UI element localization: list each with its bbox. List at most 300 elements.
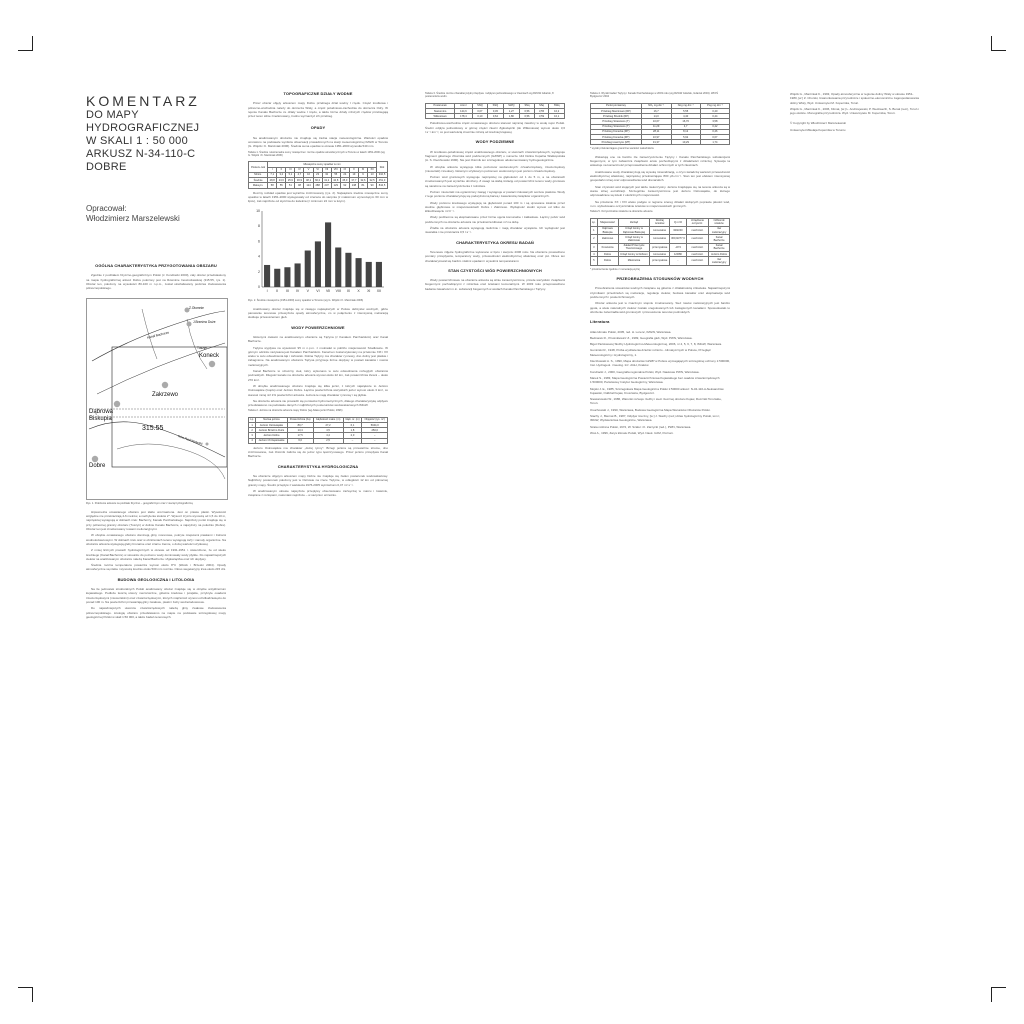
literature-item: Gumiński R., 1948, Próba wydzielenia dzielnic rolniczo - klimatycznych w Polsce, Przegląd Meteorologiczny i Hydrologiczny, 1. xyxy=(590,348,711,357)
column-5 xyxy=(790,92,920,134)
table-cell: Urząd Gminy w Dobrem xyxy=(618,252,650,257)
chart-bar xyxy=(325,223,331,288)
y-tick-label: 8 xyxy=(258,224,260,229)
table-cell: 320/240 xyxy=(670,226,687,234)
literature-item: Bigot Państwowej Służby Hydrologiczno-Meteorologicznej, 2006, nr 4, 5, 6, 7, 8, IMGW, Warszawa. xyxy=(590,342,722,347)
table-header-cell: Głębokość maks. (m) xyxy=(313,417,343,422)
y-tick-label: 10 xyxy=(256,209,260,214)
paragraph: Poziom wód gruntowych występuje najczęściej na głębokości od 1 do 5 m, a na obszarach zmeliorowanych jest wyraźnie obniżony. Z uwagi na słabą izolację od powierzchni terenu wody gruntowe są narażone na zanieczyszczenia z rolnictwa. xyxy=(425,175,565,188)
table-cell: 44,8 xyxy=(331,178,340,183)
table-cell: mech-biol. xyxy=(686,226,708,234)
literature-item: Mojski J. E., 1985, Szczegółowa Mapa Geologiczna Polski 1:50000 arkusz: N-34-110-A Aleksandrów Kujawski, Oddział Kujaw, Kruszwica, Bydgoszcz. xyxy=(590,386,724,395)
section-heading: TOPOGRAFICZNE DZIAŁY WODNE xyxy=(283,91,353,96)
section-heading: OPADY xyxy=(310,125,326,131)
map-label-zotowe: Z.Otomnie xyxy=(189,306,204,311)
table-caption: Tabela 3. Średnie roczne charakterystyki przepływu i odpływu jednostkowego w zlewniach wg RZGW Gdańsk, 8 posterunków wodn. xyxy=(425,92,554,99)
section-heading: PRZEOBRAŻENIA STOSUNKÓW WODNYCH xyxy=(616,276,704,282)
table-cell: 4,40 xyxy=(671,114,700,119)
table-header-cell: I xyxy=(268,167,277,172)
table-cell: 0,40 xyxy=(700,109,729,114)
author-label: Opracował: xyxy=(86,204,127,213)
table-cell: 451,3 xyxy=(377,178,388,183)
x-tick-label: XII xyxy=(376,289,382,294)
section-heading: CHARAKTERYSTYKA OKRESU BADAŃ xyxy=(456,239,534,245)
table-cell: 0,56 xyxy=(520,114,535,119)
table-cell: 23,6 xyxy=(277,178,286,183)
x-tick-label: IV xyxy=(295,289,300,294)
table-header-cell: Posteru-nek xyxy=(249,162,268,172)
table-cell: komunalne xyxy=(650,252,670,257)
table-cell: 10,67 xyxy=(641,119,671,124)
table-cell: 10,2 xyxy=(549,109,565,114)
subtitle-line-2: W SKALI 1 : 50 000 xyxy=(86,135,189,147)
table-cell: 4 xyxy=(249,438,256,443)
table-cell: 32,6 xyxy=(358,178,367,183)
table-cell: 45,0 xyxy=(340,178,349,183)
paragraph: W obrębie omawianego obszaru dominują gliny morenowe, pokryte miejscami piaskami i żwirami wodnolodowcowymi. W dolinach rzek oraz w obniżeniach terenu występują torfy i namuły organiczne. Na obszarze arkusza występują gleby brunatne oraz czarne ziemie, o dużej wartości użytkowej. xyxy=(86,533,226,546)
table-cell: 288 xyxy=(313,183,322,188)
chart-bar xyxy=(274,269,280,287)
paragraph: Na przełomie XX i XXI wieku podjęto w regionie szereg działań służących poprawie jakości wód, m.in. wybudowano oczyszczalnie ścieków w miejscowościach gminnych. xyxy=(590,199,730,208)
table-header-cell: Odbiornik ścieków xyxy=(709,218,730,226)
table-cell: 0,45 xyxy=(488,109,503,114)
paragraph: Z mniej licznych pracach hydrologicznych w okresie od 1931-1951 r. stwierdzono, że od wieku średniego (Kanał Bachorze) w stosunku do poziomu wody dominowały wody płytkie. Do najważniejszych cieków na analizowanym obszarze należą Kanał Bachorze i Zgłowiączka oraz ich dopływy. xyxy=(86,548,226,561)
crop-mark-top-right xyxy=(991,36,1006,51)
table-cell: 10,97 xyxy=(641,135,671,140)
paragraph: Analizowany obszar znajduje się w zasięgu największych w Polsce deficytów wodnych, gdzie parowanie terenowe przewyższa opady atmosferyczne, co w połączeniu z intensywną melioracją skutkuje przesuszeniem gleb. xyxy=(248,306,388,320)
table-cell: rów melioracyjny xyxy=(709,226,730,234)
table-cell: 10,1 xyxy=(549,114,565,119)
table-cell: Kanał Bachorze xyxy=(709,235,730,243)
column-1 xyxy=(86,92,226,621)
section-heading: WODY PODZIEMNE xyxy=(475,139,515,145)
table-cell: 16 xyxy=(304,172,313,177)
paragraph: Stan czystości wód stojących jest także niekorzystny. Jeziora znajdujące się na terenie arkusza są w stanie silnej eutrofizacji. Szczególnie zanieczyszczone jest Jezioro Ostrowąskie, do którego odprowadzane są ścieki z okolicznych miejscowości. xyxy=(590,184,730,198)
table-cell: 6,0 xyxy=(287,438,313,443)
crop-mark-bottom-right xyxy=(991,987,1006,1002)
paragraph: Tążyna wypływa na wysokości 95 m n.p.m. z mokradeł w pobliżu miejscowości Szadłowice. W górnym odcinku nazywana jest Kanałem Parchańskim. Kanał ten został wykonany na przełomie XIX i XX wieku w celu odwodnienia łąk i torfowisk. Dolina Tążyny ma charakter rynnowy, dno doliny jest płaskie i zabagnione. Na analizowanym obszarze Tążyna przyjmuje liczne dopływy w postaci kanałów i rowów melioracyjnych. xyxy=(248,345,388,367)
paragraph: W środkowo-południowej części analizowanego obszaru, w utworach czwartorzędowych, występuje fragment głównego zbiornika wód podziemnych (GZWP) o numerze 144 Dolina Kopalna Wielkopolska (A. S. Kleczkowski 1990). Nie jest zbiornik ten szczegółowo udokumentowany hydrogeologicznie. xyxy=(425,149,565,163)
table-cell: 7,1 xyxy=(268,172,277,177)
table-cell: 3,55 xyxy=(534,109,549,114)
table-cell: 32 xyxy=(322,172,331,177)
table-cell: 3 xyxy=(249,433,256,438)
table-row xyxy=(591,243,730,251)
y-tick-label: 6 xyxy=(258,239,260,244)
table-cell: 11,29 xyxy=(641,124,671,129)
paragraph: Wody podziemne są eksploatowane przez liczne ujęcia komunalne i zakładowe. Łączny pobór wód podziemnych na obszarze arkusza nie przekracza kilkuset m³ na dobę. xyxy=(425,215,565,224)
chart-caption: Rys. 2. Średnie miesięczne (1951-2000) sumy opadów w Toruniu (wg G. Wójcik i K. Marciniak 2006) xyxy=(248,299,364,303)
table-header-cell: NO₃ mg·dm⁻³ xyxy=(641,103,671,108)
table-cell: 844,5 xyxy=(377,183,388,188)
table-cell: rów melioracyjny xyxy=(709,257,730,265)
table-row xyxy=(249,183,388,188)
table-cell: Przebieg Straszewo (T) xyxy=(591,119,642,124)
table-header-cell: Głęb. śr. (m) xyxy=(343,417,362,422)
table-cell: 250,0 xyxy=(362,428,388,433)
table-row-label: Minim. xyxy=(249,172,268,177)
x-tick-label: II xyxy=(276,289,279,294)
table-cell: 28,8 xyxy=(268,178,277,183)
copyright-note: © Copyright by Włodzimierz Marszelewski xyxy=(790,121,846,126)
table-cell: 300,0/277,6 xyxy=(670,235,687,243)
table-cell: 0,56 xyxy=(520,109,535,114)
table-cell: 48,1 xyxy=(304,178,313,183)
table-header-cell: Pog mg·dm⁻³ xyxy=(700,103,729,108)
section-heading: CHARAKTERYSTYKA HYDROLOGICZNA xyxy=(277,463,359,469)
table-cell: 58 xyxy=(268,183,277,188)
table-cell: 90 xyxy=(368,183,377,188)
table-cell: 129 xyxy=(331,183,340,188)
discharge-table xyxy=(425,103,565,120)
chart-bar xyxy=(284,268,290,288)
literature-item: Osuchowski J., 1990, Warszawa, Budowa Geologiczna Mapa Warunków Obszarów Polski. xyxy=(590,407,711,412)
x-tick-label: VIII xyxy=(335,289,341,294)
university-name: Uniwersytet Mikołaja Kopernika w Toruniu xyxy=(790,127,846,132)
table-cell: 16,70 xyxy=(671,119,700,124)
table-row xyxy=(249,438,388,443)
table-header-cell: Q m³/d xyxy=(670,218,687,226)
nutrients-table xyxy=(590,103,730,146)
paragraph: Analizowane wody charakteryzują się wysoką mineralizacją, o czym świadczą wartości przewodności elektrolitycznej właściwej, najczęściej przekraczające 800 µS·cm⁻¹. Stan ten jest efektem intensywnej gospodarki rolnej oraz odprowadzania wód drenarskich. xyxy=(590,169,730,183)
table-caption: Tabela 1. Średnie i ekstremalne sumy miesięczne i roczne opadów atmosferycznych w Toruniu w latach 1951-2000 (wg G. Wójcik i K. Marciniak 2006) xyxy=(248,150,385,158)
table-cell: Jezioro Chrząstowskie xyxy=(256,438,288,443)
table-header-cell: Nazwa jeziora xyxy=(256,417,288,422)
table-caption: Tabela 5. Oczyszczalnie ścieków na obszarze arkusza xyxy=(590,210,653,214)
paragraph: Wskazują one na bardzo złe zanieczyszczenie Tążyny i Kanału Parchańskiego substancjami biogennymi, w tym zwłaszcza związkami azotu pochodzącymi z działalności rolniczej. Sytuacja ta wskazuje na konieczność przeprowadzenia działań ochronnych w tych zlewniach. xyxy=(590,154,730,168)
table-header-cell: X xyxy=(349,167,358,172)
table-cell: 0,10 xyxy=(472,114,488,119)
table-cell: 5,92 xyxy=(671,135,700,140)
table-cell: Przebieg Konecka (MT) xyxy=(591,129,642,134)
table-cell: Dobre xyxy=(597,252,618,257)
map-label-brzezie: J.Brzeźno Duże xyxy=(193,320,216,325)
table-header-cell: II xyxy=(277,167,286,172)
paragraph: Źródła na obszarze arkusza występują nielicznie i mają charakter wysięków. Ich wydajność jest niewielka i nie przekracza 0,5 l·s⁻¹. xyxy=(425,226,565,235)
y-tick-label: 4 xyxy=(258,254,260,259)
literature-item: Bednarek R., Prusinkiewicz Z., 1999, Geografia gleb, Wyd. PWN, Warszawa. xyxy=(590,335,693,340)
paragraph: Na analizowanym obszarze nie znajduje się żadna stacja meteorologiczna. Wartości opadów omówiono na podstawie wyników obserwacji prowadzonych na stacji meteorologicznej IMGW w Toruniu (G. Wójcik i K. Marciniak 2006). Średnia suma opadów w okresie 1951-2000 wynosiła 540 mm. xyxy=(248,135,388,149)
table-cell: 19 xyxy=(349,172,358,177)
paragraph: Hipsometria omawianego obszaru jest słabo urozmaicona. Jest on prawie płaski. Wysokości względne nie przekraczają 4-6 metrów, a nachylenia stoków 2°. Wysocz zryczo wynoszą od 1,5 do 10 m, najczęściej występują w dolinach rzek: Bachorzy, Kanału Parchańskiego. Najniższy punkt znajduje się w przy północnej granicy obszaru (Tuszyn) w dolinie Kanału Bachorze, a najwyższy na południu (Dobre). Obszar ten jest zmeliorowany rowami melioracyjnymi. xyxy=(86,509,226,532)
table-cell: 30,9 xyxy=(295,178,304,183)
paragraph: Przez obszar objęty arkuszem mapy Dobre przebiega dział wodny I rzędu. Część środkowa i północno-wschodnia należy do dorzecza Wisły, a część południowo-zachodnia do dorzecza Odry. W rejonie Kanału Bachorze ze działy wodne I rzędu, a także liczne działy niższych rzędów przebiegają przez teren silnie zmeliorowany, trudno wyznaczyć ich przebieg. xyxy=(248,101,388,119)
chart-svg xyxy=(248,207,388,297)
y-tick-label: 2 xyxy=(258,270,260,275)
table-row xyxy=(591,226,730,234)
literature-item: Szata roślinna Polski, 1972, W. Szafer i K. Zarzycki (red.), PWN, Warszawa. xyxy=(590,424,692,429)
paragraph: Na tle jednostek strukturalnych Polski analizowany obszar znajduje się w obrębie antyklinorium kujawskiego. Podłoże tworzą utwory mezozoiczne, głównie kredowe i jurajskie, przykryte osadami trzeciorzędowymi (mioceńskimi) oraz czwartorzędowymi, których miąższość wynosi od kilkudziesięciu do ponad 100 m. Na powierzchni przeważają gliny zwałowe, piaski i żwiry wodnolodowcowe. xyxy=(86,587,226,604)
table-header-cell: Rok xyxy=(377,162,388,172)
table-cell: komunalne xyxy=(650,226,670,234)
table-cell: 6,1 xyxy=(343,423,362,428)
table-cell: 10,29 xyxy=(671,140,700,145)
table-header-cell: IX xyxy=(340,167,349,172)
subtitle-line-1: DO MAPY HYDROGRAFICZNEJ xyxy=(86,109,200,134)
table-cell: Zakład Przemysłu Tłuszczowego xyxy=(618,243,650,251)
table-cell: 4,4 xyxy=(313,433,343,438)
table-cell: 55 xyxy=(331,172,340,177)
table-header-cell: XI xyxy=(358,167,367,172)
lakes-table xyxy=(248,417,388,444)
table-cell: 3 xyxy=(591,243,598,251)
table-header-cell: VI xyxy=(313,167,322,172)
paragraph: Roczny rozkład opadów jest wyraźnie zróżnicowany (rys. 2). Największe średnie miesięczne sumy opadów w latach 1951-2000 występowały od czerwca do sierpnia (z maksimum wynoszącym 60 mm w lipcu), zaś najniższe od stycznia do kwietnia (z minimum 24 mm w lutym). xyxy=(248,190,388,204)
table-cell: 4,7 xyxy=(671,124,700,129)
table-cell: 1,74 xyxy=(700,140,729,145)
table-cell: Przebieg Marcinowo (RP) xyxy=(591,109,642,114)
chart-bar xyxy=(345,253,351,287)
table-cell: przemysłowe xyxy=(650,257,670,265)
table-header-cell: V xyxy=(304,167,313,172)
table-cell: 2 xyxy=(249,428,256,433)
literature-item: Wójcik G., Marciniak K., 1993, Opady atmosferyczne w regionie doliny Wisły w okresie 1951-1980, [w:] Z. Churski, Uwarunkowania przyrodnicze i społeczno-ekonomiczne zagospodarowania doliny Wisły, Wyd. Uniwersytet M. Kopernika, Toruń. xyxy=(790,92,919,105)
table-cell: 98 xyxy=(295,183,304,188)
paragraph: Kanał Bachorze to sztuczny ciek, który wykonano w celu odwodnienia rozległych obszarów podmokłych. Długość kanału na obszarze arkusza wynosi około 22 km, zaś powierzchnia zlewni – około 270 km². xyxy=(248,369,388,382)
map-label-dabrowa: Dąbrowa Biskupia xyxy=(89,409,114,423)
table-header-cell: Miesięczne sumy opadów w mm xyxy=(268,162,377,167)
table-cell: -/274 xyxy=(670,243,687,251)
section-heading: STAN CZYSTOŚCI WÓD POWIERZCHNIOWYCH xyxy=(448,267,542,273)
table-cell: 4,5 xyxy=(313,428,343,433)
table-header-cell: SNq xyxy=(520,103,535,108)
table-header-cell: Urządzenie oczyszcz. xyxy=(686,218,708,226)
table-cell: 41,2 xyxy=(322,178,331,183)
table-cell: – xyxy=(362,438,388,443)
table-cell: 5044,0 xyxy=(362,423,388,428)
x-tick-label: III xyxy=(285,289,289,294)
table-cell: mech-biol. xyxy=(686,252,708,257)
table-cell: Jezioro Ostrowąskie xyxy=(256,423,288,428)
table-cell: 37,7 xyxy=(349,178,358,183)
table-cell: 124 xyxy=(304,183,313,188)
chart-bar xyxy=(356,259,362,288)
table-cell: Przebieg Straszewo (T) xyxy=(591,124,642,129)
table-header-cell: SNQ xyxy=(472,103,488,108)
precipitation-chart xyxy=(248,207,388,297)
chart-bar xyxy=(366,262,372,287)
map-label-kanal: Kanał Bachorze xyxy=(146,330,170,341)
table-header-cell: SSq xyxy=(534,103,549,108)
table-cell: 4 xyxy=(591,252,598,257)
author-name: Włodzimierz Marszelewski xyxy=(86,214,180,223)
subtitle-line-3: ARKUSZ N-34-110-C xyxy=(86,148,196,160)
literature-list xyxy=(590,330,730,436)
paragraph: Zgodnie z podziałem fizyczno-geograficznym Polski (J. Kondracki 2000), cały obszar przedstawiony na mapie hydrograficznej arkusz Dobre położony jest na Równinie Inowrocławskiej (315.55, rys. 1). Obszar ten, położony na wysokości 80-100 m n.p.m., został ukształtowany podczas zlodowacenia północnopolskiego. xyxy=(86,273,226,291)
literature-item: Woś A., 1996, Zarys klimatu Polski, Wyd. Nauk. UAM, Poznań. xyxy=(590,430,674,435)
table-header-cell: III xyxy=(286,167,295,172)
table-cell: 3,58 xyxy=(700,119,729,124)
table-cell: 5,1 xyxy=(286,172,295,177)
table-cell: 32,5 xyxy=(368,178,377,183)
table-header-cell: Powierzchnia (ha) xyxy=(287,417,313,422)
literature-item: Stachy J., Biernat B., 1987, Odpływ rzeczny, [w:] J. Stachy (red.) Atlas hydrologiczny Polski, tom I, IMGW, Wydawnictwa Geologiczne, Warszawa. xyxy=(590,413,721,423)
section-heading: BUDOWA GEOLOGICZNA I LITOLOGIA xyxy=(117,576,195,582)
table-header-cell: Miejscowość xyxy=(597,218,618,226)
x-tick-label: VI xyxy=(316,289,320,294)
table-note: * przekroczenia zgodnie z numeracją wyżej xyxy=(590,267,640,271)
literature-item: Kondracki J., 2000, Geografia regionalna Polski, Wyd. Naukowe PWN, Warszawa. xyxy=(590,369,700,374)
table-cell: mech-biol. xyxy=(686,257,708,265)
paragraph: Na obszarze objętym arkuszem mapy Dobre nie znajduje się żaden posterunek wodowskazowy. Najbliższy posterunek położony jest w Ostrowie na rzece Tążynie, w odległości 12 km od północnej granicy mapy. Średni przepływ z wielolecia 1976-2005 wyniósł tam 0,47 m³·s⁻¹. xyxy=(248,474,388,487)
table-cell: 2,0 xyxy=(343,433,362,438)
table-row xyxy=(591,140,730,145)
map-caption: Rys. 1. Położenie arkusza na podziale fizyczno – geograficznym oraz z siecią hydrograficzną xyxy=(86,502,193,506)
paragraph: Głównymi ciekami na analizowanym obszarze są Tążyna (z Kanałem Parchańskim) oraz Kanał Bachorze. xyxy=(248,334,388,344)
chart-bar xyxy=(305,251,311,287)
table-cell: 13,4 xyxy=(287,428,313,433)
paragraph: Do najważniejszych utworów czwartorzędowych należą gliny zwałowe zlodowacenia północnopolskiego. Litologię obszaru przedstawiono na mapie na podstawie szczegółowej mapy geologicznej Polski w skali 1:50 000, a także badań terenowych. xyxy=(86,606,226,619)
table-caption: Tabela 4. Wyniki badań Tążyny i Kanału Parchańskiego w 2003 roku (wg RZGW Gdańsk, Gdańsk 2004). WIOŚ Bydgoszcz 2004 xyxy=(590,92,718,99)
table-cell: 24 xyxy=(340,172,349,177)
table-cell: 178,4 xyxy=(455,114,472,119)
paragraph: W analizowanym okresie najwyższe przepływy obserwowano zazwyczaj w marcu i kwietniu, związane z roztopami, natomiast najniższe – w sierpniu i wrześniu. xyxy=(248,488,388,498)
table-cell: 80,7 xyxy=(287,423,313,428)
table-header-cell: SSQ xyxy=(488,103,503,108)
table-cell: 13 xyxy=(368,172,377,177)
literature-item: Niewiarowski W., 1986, Warunki rozwoju rzeźby i sieci rzecznej obszaru Kujaw, Roczniki Toruńskie, Toruń. xyxy=(590,397,722,406)
table-cell: Przebieg Konecka (MT) xyxy=(591,135,642,140)
x-tick-label: XI xyxy=(367,289,371,294)
section-heading: WODY POWIERZCHNIOWE xyxy=(291,324,345,330)
table-cell: Przebieg Brudnik (RP) xyxy=(591,114,642,119)
table-header-cell: Lp. xyxy=(250,418,254,422)
table-cell: 55 xyxy=(277,183,286,188)
table-cell: 23 xyxy=(313,172,322,177)
table-cell: 5 xyxy=(591,257,598,265)
x-tick-label: VII xyxy=(325,289,331,294)
table-row xyxy=(426,114,565,119)
map-label-region: 315.55 xyxy=(142,425,164,433)
table-cell: 3,2 xyxy=(277,172,286,177)
table-cell: 81 xyxy=(358,183,367,188)
table-cell: 120/80 xyxy=(670,252,687,257)
table-cell: 25,9 xyxy=(286,178,295,183)
table-cell: komunalne xyxy=(650,235,670,243)
chart-bar xyxy=(315,242,321,288)
map-label-zakrzewo: Zakrzewo xyxy=(152,392,179,399)
table-cell: 2 xyxy=(591,235,598,243)
table-cell: Dąbrowa Biskupia xyxy=(597,226,618,234)
paragraph: Terenowe zdjęcie hydrograficzne wykonano w lipcu i sierpniu 2006 roku. Na obszarze prowadzono pomiary przepływów, temperatury wody, przewodności elektrolitycznej właściwej oraz pH. Okres ten charakteryzował się bardzo niskimi opadami i wysokimi temperaturami. xyxy=(425,249,565,263)
table-cell: 0,07 xyxy=(472,109,488,114)
table-row-label: Średnie xyxy=(249,178,268,183)
table-note: * wyniki przekraczające graniczne wartości wskaźników xyxy=(590,147,654,151)
literature-item: Wójcik G., Marciniak K., 2006, Klimat, [w:] L. Andrzejewski, P. Weckwerth, S. Burak (red.), Toruń i jego okolice. Monografia przyrodnicza. Wyd. Uniwersytetu M. Kopernika, Toruń. xyxy=(790,106,919,116)
table-cell: 2,5 xyxy=(313,438,343,443)
document-title: KOMENTARZ xyxy=(86,93,200,109)
paragraph: Przeobrażenia stosunków wodnych związane są głównie z działalnością człowieka. Najważniejszymi czynnikami przeobrażeń są melioracje, regulacje cieków, budowa kanałów oraz eksploatacja wód podziemnych i powierzchniowych. xyxy=(590,286,730,300)
x-tick-label: V xyxy=(306,289,309,294)
paragraph: Wody poziomu kredowego występują na głębokości ponad 100 m i są ujmowane lokalnie przez studnie głębinowe w miejscowościach Dobre i Zakrzewo. Wydajność studni wynosi od kilku do kilkudziesięciu m³·h⁻¹. xyxy=(425,200,565,214)
table-header-cell: IV xyxy=(295,167,304,172)
table-cell: 4,7 xyxy=(295,172,304,177)
table-cell: 1,80 xyxy=(503,114,520,119)
table-cell: – xyxy=(343,438,362,443)
table-header-cell: Nog mg·dm⁻³ xyxy=(671,103,700,108)
table-caption: Tabela 2. Jeziora na obszarze arkusza mapy Dobre (wg Atlasu jezior Polski, 1996) xyxy=(248,409,343,413)
table-row xyxy=(591,257,730,265)
table-row xyxy=(591,235,730,243)
table-cell: 3,59 xyxy=(534,114,549,119)
table-cell: Urząd Gminy w Dąbrowie Biskupiej xyxy=(618,226,650,234)
table-cell: 138 xyxy=(349,183,358,188)
paragraph: Poziom mioceński ma ograniczony zasięg i występuje w postaci izolowanych soczew piasków. Wody z tego poziomu charakteryzują się podwyższoną barwą i zawartością związków organicznych. xyxy=(425,189,565,199)
crop-mark-top-left xyxy=(18,36,33,51)
x-tick-label: I xyxy=(266,289,268,294)
table-cell: 0,46 xyxy=(700,129,729,134)
table-cell: Urząd Gminy w Zakrzewie xyxy=(618,235,650,243)
table-header-cell: Punkt pomiarowy xyxy=(591,103,642,108)
table-row-label: Maksym. xyxy=(249,183,268,188)
chart-bar xyxy=(264,265,270,287)
column-2 xyxy=(248,92,388,500)
paragraph: W obrębie analizowanego obszaru znajduje się kilka jezior, z których największe to Jezioro Ostrowąskie (Gopło) oraz Jezioro Dobre. Łączna powierzchnia wszystkich jezior wynosi około 3 km², co stanowi mniej niż 1% powierzchni arkusza. Jeziora te mają charakter rynnowy i są płytkie. xyxy=(248,383,388,397)
table-cell: Dobre xyxy=(597,257,618,265)
table-header-cell: Lp. xyxy=(591,218,598,226)
table-header-cell: Rodzaj ścieków xyxy=(650,218,670,226)
table-header-cell: SWq xyxy=(549,103,565,108)
section-heading: Literatura xyxy=(590,319,610,325)
table-cell: 237 xyxy=(322,183,331,188)
table-cell: 1 xyxy=(591,226,598,234)
table-cell: 8,12 xyxy=(671,129,700,134)
paragraph: Na obszarze arkusza nie prowadzi się pomiarów hydrometrycznych, dlatego charakterystykę odpływu przedstawiono na podstawie danych z najbliższych posterunków wodowskazowych IMGW. xyxy=(248,398,388,408)
table-cell: mech-biol. xyxy=(686,243,708,251)
column-4 xyxy=(590,92,730,437)
table-cell: przemysłowe xyxy=(650,243,670,251)
y-tick-label: 0 xyxy=(258,285,260,290)
table-cell: Kruszwica xyxy=(597,243,618,251)
treatment-plants-table xyxy=(590,218,730,266)
table-header-cell: Objętość (tys. m³) xyxy=(362,417,388,422)
crop-mark-bottom-left xyxy=(18,987,33,1002)
table-header-cell: VII xyxy=(322,167,331,172)
literature-item: Atlas klimatu Polski, 2005, red. H. Lorenc, IMGW, Warszawa. xyxy=(590,329,672,334)
table-header-cell: SWQ xyxy=(503,103,520,108)
table-cell: mech-biol. xyxy=(686,235,708,243)
paragraph: Południowo-wschodnia część omawianego obszaru stanowi najmniej zasobny w wodę rejon Polski. Średni odpływ jednostkowy w górnej części zlewni Zgłowiączki (do Wilkostowa) wynosi około 3,6 l·s⁻¹·km⁻², co jest wartością znacznie niższą od średniej krajowej. xyxy=(425,121,565,135)
table-cell: Zakrzewo xyxy=(597,235,618,243)
map-label-koneck: Koneck xyxy=(199,353,220,360)
location-map xyxy=(86,298,228,500)
table-cell: 5,55 xyxy=(671,109,700,114)
precipitation-table xyxy=(248,161,388,188)
table-cell: 60,2 xyxy=(313,178,322,183)
table-cell: 92 xyxy=(340,183,349,188)
chart-bar xyxy=(376,262,382,287)
table-cell: 1,8 xyxy=(343,428,362,433)
table-header-cell: VIII xyxy=(331,167,340,172)
table-cell: Jezioro Dobre xyxy=(256,433,288,438)
paragraph: Obszar arkusza jest w znacznym stopniu zmeliorowany. Sieć rowów melioracyjnych jest bardzo gęsta, a wiele naturalnych cieków zostało uregulowanych lub zastąpionych kanałami. Spowodowało to obniżenie zwierciadła wód gruntowych i przesuszenie terenów podmokłych. xyxy=(590,301,730,314)
x-tick-label: IX xyxy=(346,289,351,294)
table-cell: 28,11 xyxy=(641,129,671,134)
table-cell: Jezioro Dobre xyxy=(709,252,730,257)
map-label-dobre: Dobre xyxy=(89,463,106,470)
table-cell: Wilkostowo xyxy=(426,114,455,119)
paragraph: Jezioro Ostrowąskie ma charakter „dużej rynny”. Brzegi jeziora są przeważnie strome, dno zróżnicowane, zaś zbiornik zalicza się do jezior typu łęszczynowego. Przez jezioro przepływa Kanał Bachorze. xyxy=(248,445,388,459)
map-label-radziejowski: Rów Radziejowski xyxy=(177,434,204,447)
table-cell: 310,5 xyxy=(377,172,388,177)
section-heading: OGÓLNA CHARAKTERYSTYKA PRZYGOTOWANIA OBSZARU xyxy=(95,263,217,268)
table-cell: - xyxy=(670,257,687,265)
map-label-tuszyn: Tuszyn xyxy=(197,346,208,351)
x-tick-label: X xyxy=(357,289,360,294)
table-cell: Stanomino xyxy=(426,109,455,114)
table-cell: 17,5 xyxy=(287,433,313,438)
column-3 xyxy=(425,92,565,293)
